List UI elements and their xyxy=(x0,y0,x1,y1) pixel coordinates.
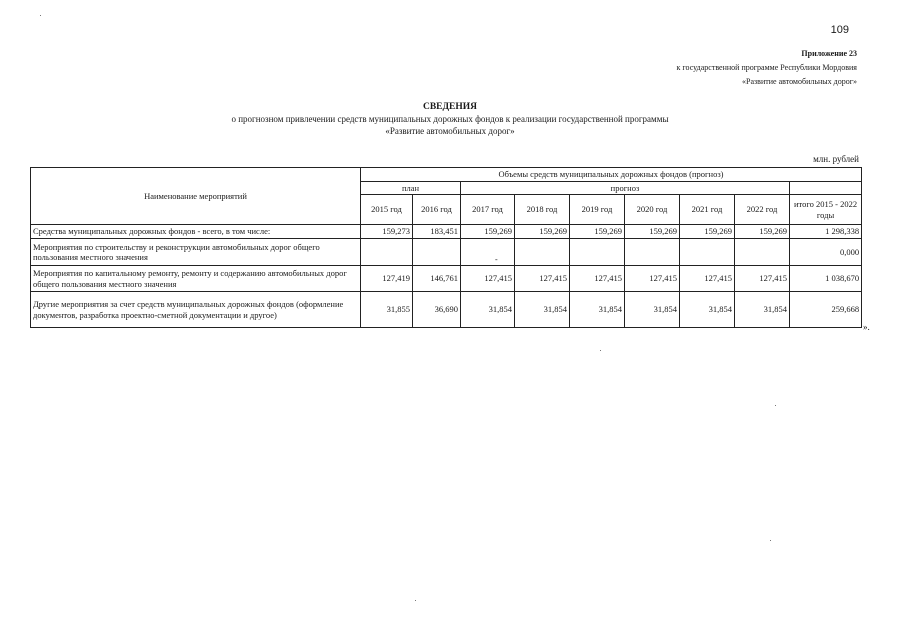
value-cell: 127,415 xyxy=(461,266,515,292)
value-cell: 127,415 xyxy=(625,266,680,292)
total-cell: 0,000 xyxy=(790,239,862,266)
plan-header: план xyxy=(361,181,461,195)
appendix-line-1: к государственной программе Республики Мордовия xyxy=(676,63,857,72)
value-cell: 31,854 xyxy=(570,292,625,328)
dash-mark: - xyxy=(495,255,498,264)
year-header: 2016 год xyxy=(413,195,461,225)
document-subtitle-2: «Развитие автомобильных дорог» xyxy=(385,126,515,136)
value-cell: 127,415 xyxy=(680,266,735,292)
value-cell: 31,854 xyxy=(515,292,570,328)
value-cell xyxy=(361,239,413,266)
value-cell: 127,415 xyxy=(735,266,790,292)
total-header: итого 2015 - 2022 годы xyxy=(790,195,862,225)
total-cell: 259,668 xyxy=(790,292,862,328)
scan-speck xyxy=(775,405,776,406)
funds-table xyxy=(30,167,862,328)
scan-speck xyxy=(600,350,601,351)
value-cell: 159,269 xyxy=(570,225,625,239)
row-name: Другие мероприятия за счет средств муниципальных дорожных фондов (оформление документов, разработка проектно-сметной документации и другое) xyxy=(31,292,361,328)
value-cell: 36,690 xyxy=(413,292,461,328)
value-cell: 127,415 xyxy=(515,266,570,292)
value-cell: 159,269 xyxy=(625,225,680,239)
year-header: 2018 год xyxy=(515,195,570,225)
unit-label: млн. рублей xyxy=(813,154,859,164)
appendix-block xyxy=(677,47,857,89)
total-cell: 1 298,338 xyxy=(790,225,862,239)
value-cell: 183,451 xyxy=(413,225,461,239)
scan-speck xyxy=(770,540,771,541)
header-row-1 xyxy=(31,168,862,182)
closing-quote-mark: ». xyxy=(863,322,870,332)
total-cell: 1 038,670 xyxy=(790,266,862,292)
year-header: 2019 год xyxy=(570,195,625,225)
value-cell: 127,415 xyxy=(570,266,625,292)
total-header-blank xyxy=(790,181,862,195)
volumes-header: Объемы средств муниципальных дорожных фондов (прогноз) xyxy=(361,168,862,182)
value-cell: 31,854 xyxy=(735,292,790,328)
row-name: Мероприятия по строительству и реконструкции автомобильных дорог общего пользования местного значения xyxy=(31,239,361,266)
value-cell: 159,269 xyxy=(680,225,735,239)
scan-speck xyxy=(415,600,416,601)
table-row xyxy=(31,292,862,328)
value-cell: 31,854 xyxy=(680,292,735,328)
value-cell: 159,273 xyxy=(361,225,413,239)
row-name: Средства муниципальных дорожных фондов - всего, в том числе: xyxy=(31,225,361,239)
value-cell: 31,855 xyxy=(361,292,413,328)
value-cell xyxy=(413,239,461,266)
name-column-header: Наименование мероприятий xyxy=(31,168,361,225)
table-row xyxy=(31,225,862,239)
document-title: СВЕДЕНИЯ xyxy=(422,102,478,112)
year-header: 2020 год xyxy=(625,195,680,225)
year-header: 2021 год xyxy=(680,195,735,225)
scan-speck xyxy=(40,15,41,16)
value-cell: 159,269 xyxy=(515,225,570,239)
value-cell xyxy=(680,239,735,266)
document-heading xyxy=(150,101,750,137)
appendix-title: Приложение 23 xyxy=(801,49,857,58)
appendix-line-2: «Развитие автомобильных дорог» xyxy=(742,77,857,86)
value-cell xyxy=(570,239,625,266)
value-cell xyxy=(515,239,570,266)
year-header: 2017 год xyxy=(461,195,515,225)
value-cell xyxy=(625,239,680,266)
value-cell: 146,761 xyxy=(413,266,461,292)
value-cell: 127,419 xyxy=(361,266,413,292)
value-cell xyxy=(735,239,790,266)
value-cell: 159,269 xyxy=(735,225,790,239)
value-cell: 31,854 xyxy=(625,292,680,328)
table-row xyxy=(31,239,862,266)
year-header: 2015 год xyxy=(361,195,413,225)
table-row xyxy=(31,266,862,292)
page-number: 109 xyxy=(830,24,849,36)
value-cell: 159,269 xyxy=(461,225,515,239)
value-cell xyxy=(461,239,515,266)
document-subtitle-1: о прогнозном привлечении средств муниципальных дорожных фондов к реализации государственной программы xyxy=(231,114,669,124)
forecast-header: прогноз xyxy=(461,181,790,195)
value-cell: 31,854 xyxy=(461,292,515,328)
row-name: Мероприятия по капитальному ремонту, ремонту и содержанию автомобильных дорог общего пользования местного значения xyxy=(31,266,361,292)
year-header: 2022 год xyxy=(735,195,790,225)
